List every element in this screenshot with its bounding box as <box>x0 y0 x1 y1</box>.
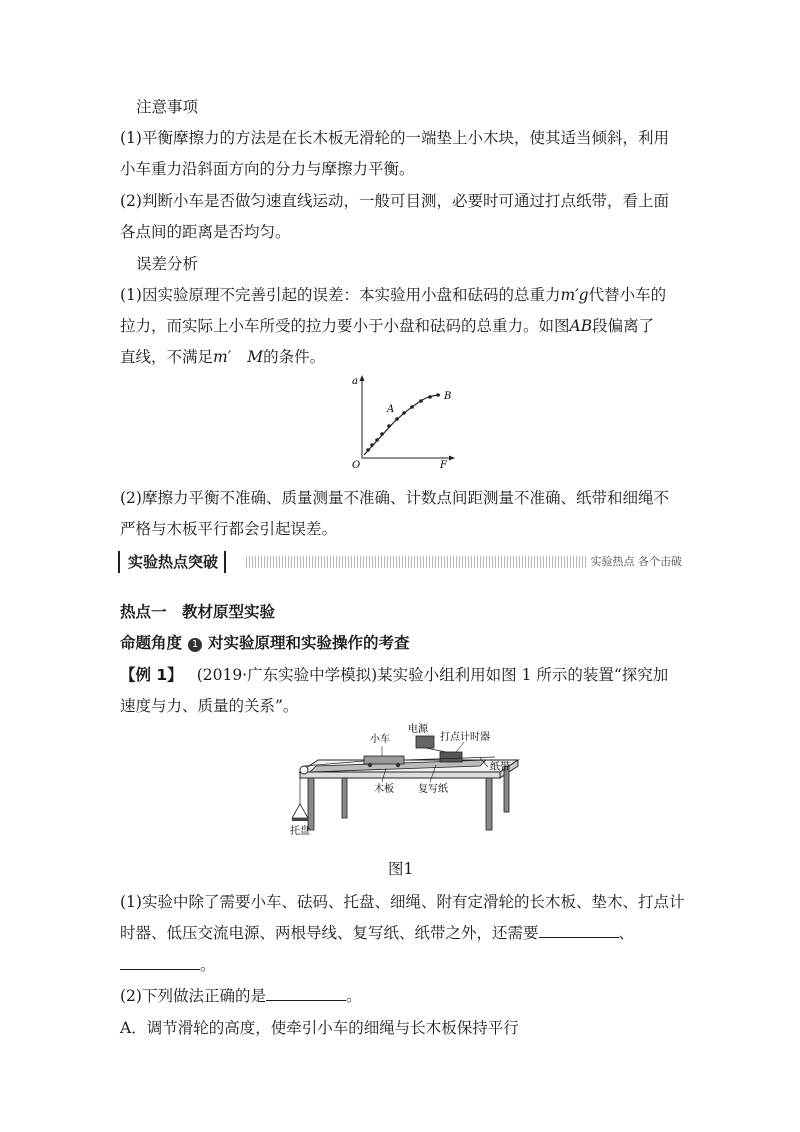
pulley <box>300 766 308 774</box>
tray-label: 托盘 <box>290 826 310 837</box>
data-point <box>375 438 379 442</box>
errors-text: (1)因实验原理不完善引起的误差：本实验用小盘和砝码的总重力 <box>120 286 561 304</box>
notes-item1-line1: (1)平衡摩擦力的方法是在长木板无滑轮的一端垫上小木块，使其适当倾斜，利用 <box>120 129 669 147</box>
a-f-graph <box>344 372 464 472</box>
q2-end: 。 <box>345 987 362 1005</box>
example-text: 某实验小组利用如图 1 所示的装置“探究加 <box>377 666 669 684</box>
banner-subtitle: 实验热点 各个击破 <box>587 553 687 571</box>
table-leg <box>342 778 347 818</box>
errors-item2-line1: (2)摩擦力平衡不准确、质量测量不准确、计数点间距测量不准确、纸带和细绳不 <box>120 489 669 507</box>
data-point <box>419 399 423 403</box>
q1-separator: 、 <box>618 924 635 942</box>
notes-item2-line1: (2)判断小车是否做匀速直线运动，一般可目测，必要时可通过打点纸带，看上面 <box>120 192 669 210</box>
apparatus-figure <box>290 720 530 840</box>
q1-line3 <box>120 954 216 976</box>
q2-text: (2)下列做法正确的是 <box>120 987 266 1005</box>
errors-text: 直线，不满足 <box>120 348 214 366</box>
q2-option-a[interactable]: A．调节滑轮的高度，使牵引小车的细绳与长木板保持平行 <box>120 1019 519 1037</box>
example-line1 <box>120 664 668 686</box>
q1-end: 。 <box>200 956 216 974</box>
errors-text: 代替小车的 <box>588 286 667 304</box>
notes-item1-line2: 小车重力沿斜面方向的分力与摩擦力平衡。 <box>120 160 415 178</box>
q1-text: 时器、低压交流电源、两根导线、复写纸、纸带之外，还需要 <box>120 924 539 942</box>
car-label: 小车 <box>370 734 390 745</box>
formula-mg: m′g <box>560 286 589 304</box>
y-axis-label: a <box>352 376 358 387</box>
question-angle <box>120 632 410 654</box>
data-point <box>387 424 391 428</box>
data-point <box>366 448 370 452</box>
power-supply <box>416 736 434 748</box>
angle-text: 对实验原理和实验操作的考查 <box>208 634 410 652</box>
x-axis-arrow <box>449 456 455 461</box>
table-leg <box>486 778 492 830</box>
data-point <box>395 417 399 421</box>
angle-label: 命题角度 <box>120 634 183 652</box>
point-b-label: B <box>444 391 452 402</box>
data-point <box>428 395 432 399</box>
q2-line1 <box>120 985 361 1007</box>
timer <box>440 752 462 762</box>
segment-ab: AB <box>569 317 593 335</box>
example-line2: 速度与力、质量的关系”。 <box>120 697 299 715</box>
banner-title: 实验热点突破 <box>118 551 226 573</box>
errors-text: 拉力，而实际上小车所受的拉力要小于小盘和砝码的总重力。如图 <box>120 317 570 335</box>
point-a-label: A <box>387 404 395 415</box>
origin-label: O <box>352 460 361 471</box>
tray <box>292 818 308 821</box>
tray-hanger <box>292 804 308 818</box>
table-leg <box>308 778 314 830</box>
answer-blank[interactable] <box>120 955 200 970</box>
y-axis-arrow <box>360 375 365 381</box>
cart <box>364 756 404 764</box>
data-point <box>402 411 406 415</box>
section-banner <box>118 551 686 573</box>
symbol-m-prime: m′ <box>213 348 232 366</box>
hot-title: 热点一 教材原型实验 <box>120 603 276 621</box>
errors-text: 的条件。 <box>263 348 326 366</box>
table-edge <box>300 772 500 778</box>
errors-item1-line2 <box>120 315 654 337</box>
power-label: 电源 <box>408 724 428 735</box>
errors-item1-line1 <box>120 284 666 306</box>
data-point <box>410 405 414 409</box>
errors-item1-line3 <box>120 346 325 368</box>
q1-line1: (1)实验中除了需要小车、砝码、托盘、细绳、附有定滑轮的长木板、垫木、打点计 <box>120 893 685 911</box>
notes-heading: 注意事项 <box>136 98 199 116</box>
data-point <box>436 393 440 397</box>
q1-line2 <box>120 922 634 944</box>
notes-item2-line2: 各点间的距离是否均匀。 <box>120 223 291 241</box>
symbol-M: M <box>247 348 264 366</box>
errors-item2-line2: 严格与木板平行都会引起误差。 <box>120 520 338 538</box>
data-point <box>370 443 374 447</box>
a-f-curve <box>364 395 440 455</box>
figure-caption: 图1 <box>388 860 414 878</box>
data-point <box>380 432 384 436</box>
example-tag: 【例 1】 <box>120 666 183 684</box>
board-label: 木板 <box>374 784 394 795</box>
errors-text: 段偏离了 <box>592 317 655 335</box>
tape-label: 纸带 <box>490 762 510 773</box>
example-source: (2019·广东实验中学模拟) <box>196 666 378 684</box>
number-badge: 1 <box>188 638 202 652</box>
answer-blank[interactable] <box>539 923 619 938</box>
carbon-label: 复写纸 <box>418 784 448 795</box>
x-axis-label: F <box>440 460 447 471</box>
timer-label: 打点计时器 <box>440 732 490 743</box>
errors-heading: 误差分析 <box>136 255 199 273</box>
answer-blank[interactable] <box>266 986 346 1001</box>
